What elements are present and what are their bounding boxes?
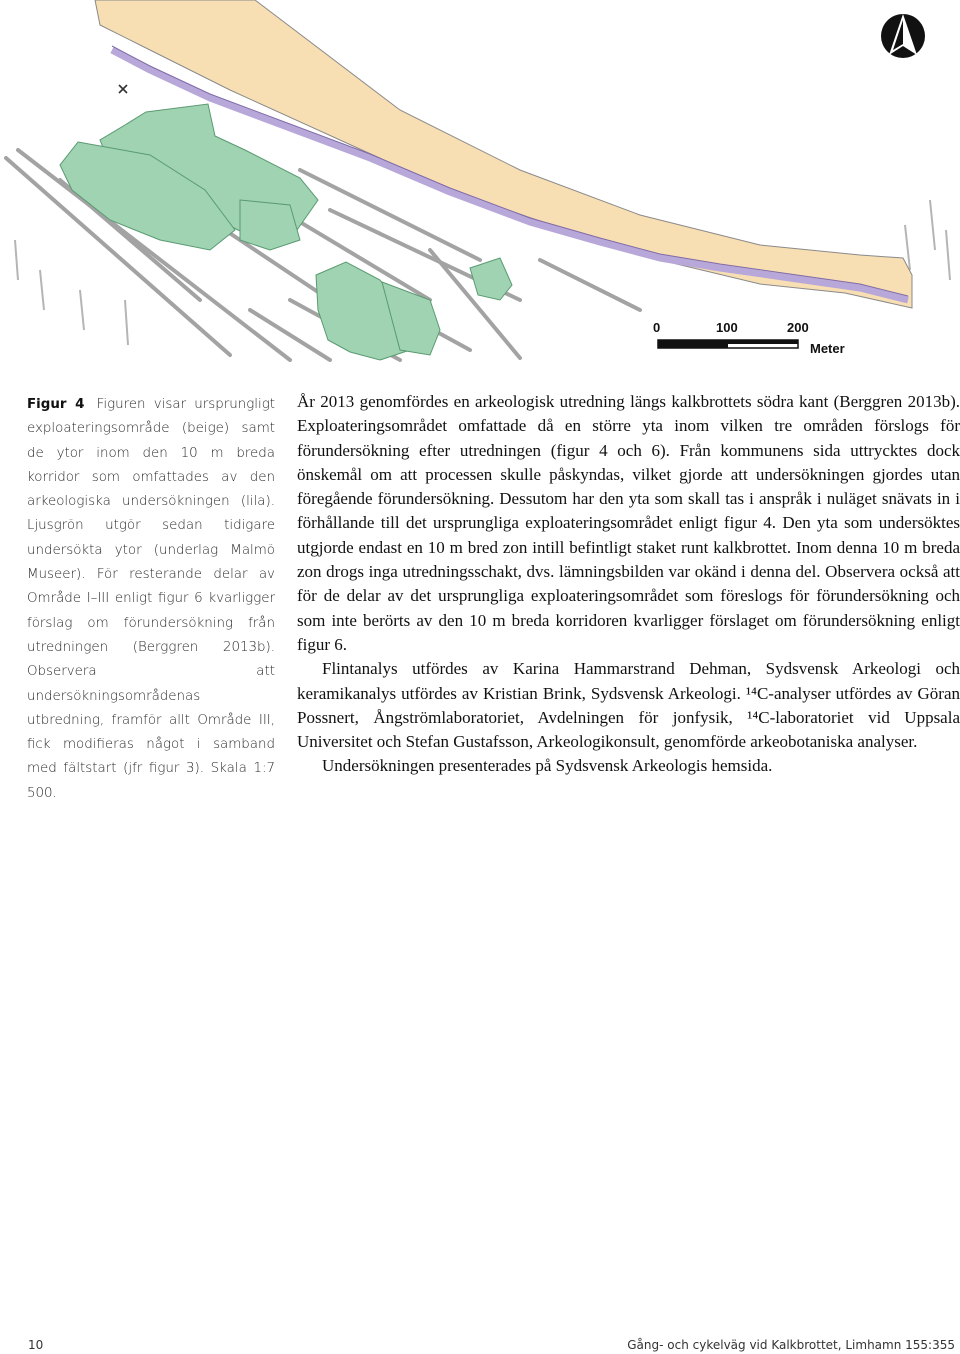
figure-caption-text: Figuren visar ursprungligt exploateringsområde (beige) samt de ytor inom den 10 m breda korridor som omfattades av den arkeologiska undersökningen (lila). Ljusgrön utgör sedan tidigare undersökta ytor (underlag Malmö Museer). För resterande delar av Område I–III enligt figur 6 kvarligger förslag om förundersökning från utredningen (Berggren 2013b). Observera att undersökningsområdenas utbredning, framför allt Område III, fick modifieras något i samband med fältstart (jfr figur 3). Skala 1:7 500. <box>27 397 275 801</box>
figure-caption <box>27 393 275 806</box>
north-arrow-icon <box>881 14 925 58</box>
page-number: 10 <box>28 1338 44 1352</box>
main-text <box>297 390 960 779</box>
figure-label: Figur 4 <box>27 397 85 412</box>
report-title: Gång- och cykelväg vid Kalkbrottet, Limhamn 155:355 <box>627 1338 955 1352</box>
scale-tick-0: 0 <box>653 320 661 335</box>
scale-unit: Meter <box>810 341 845 356</box>
scale-tick-200: 200 <box>787 320 809 335</box>
paragraph-3: Undersökningen presenterades på Sydsvensk Arkeologis hemsida. <box>322 756 773 776</box>
scale-tick-100: 100 <box>716 320 738 335</box>
site-map <box>0 0 960 362</box>
paragraph-1: År 2013 genomfördes en arkeologisk utredning längs kalkbrottets södra kant (Berggren 2013b). Exploateringsområdet omfattade då en större yta inom vilken tre områden förslogs för förundersökning efter utredningen (figur 4 och 6). Från kommunens sida uttrycktes dock önskemål om att processen skulle påskyndas, vilket gjorde att undersökningen gjordes utan föregående förundersökning. Dessutom har den yta som skall tas i anspråk i nuläget snävats in i förhållande till det ursprungliga exploateringsområdet enligt figur 4. Den yta som undersöktes utgjorde endast en 10 m bred zon intill befintligt staket runt kalkbrottet. Inom denna 10 m breda zon drogs inga utredningsschakt, dvs. lämningsbilden var okänd i denna del. Observera också att för de delar av det ursprungliga exploateringsområdet som föreslogs för förundersökning och som inte berörts av den 10 m breda korridoren kvarligger förslaget om förundersökning enligt figur 6. <box>297 392 960 654</box>
paragraph-2: Flintanalys utfördes av Karina Hammarstrand Dehman, Sydsvensk Arkeologi och keramikanalys utfördes av Kristian Brink, Sydsvensk Arkeologi. ¹⁴C-analyser utfördes av Göran Possnert, Ångströmlaboratoriet, Avdelningen för jonfysik, ¹⁴C-laboratoriet vid Uppsala Universitet och Stefan Gustafsson, Arkeologikonsult, genomförde arkeobotaniska analyser. <box>297 659 960 752</box>
